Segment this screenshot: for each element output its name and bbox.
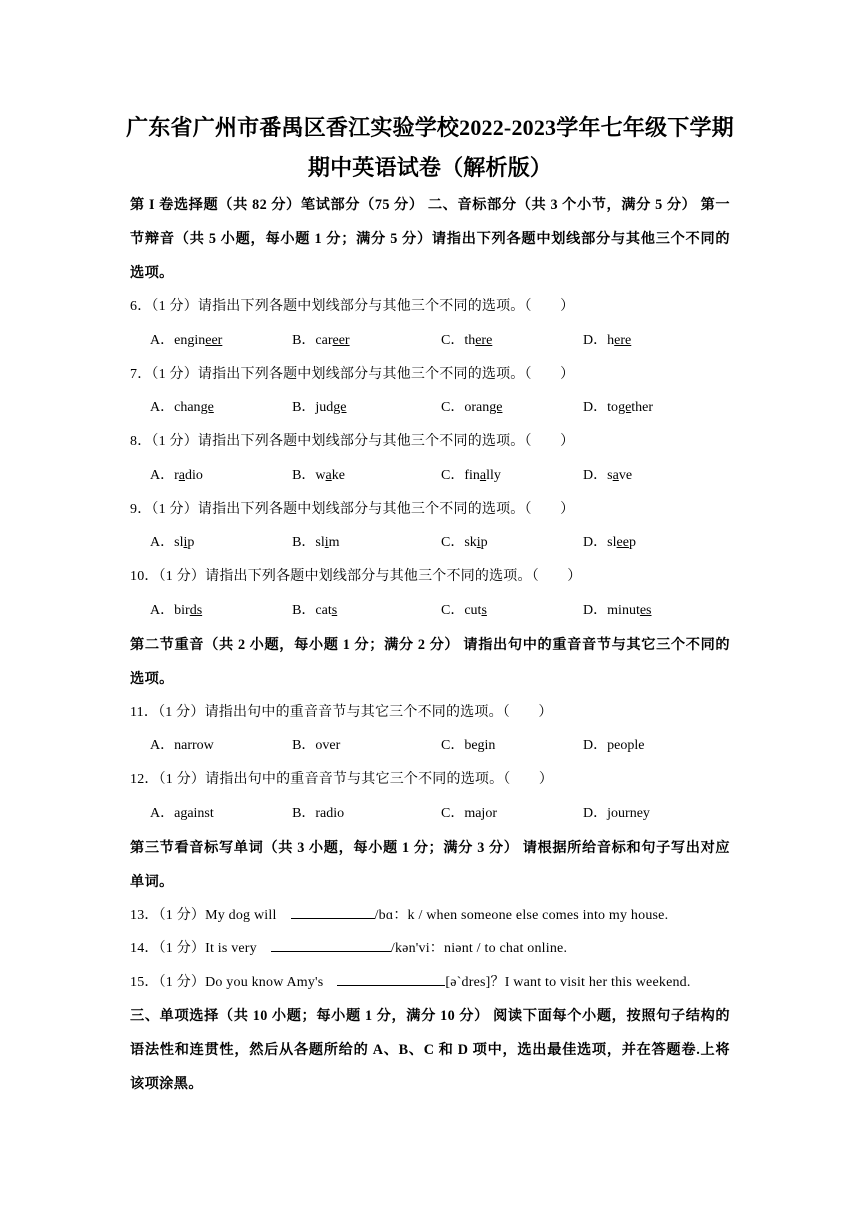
- option-label: A．: [150, 467, 175, 483]
- option: C．major: [440, 805, 497, 821]
- underlined-part: ge: [200, 400, 214, 415]
- option: [292, 391, 441, 425]
- underlined-part: s: [481, 602, 487, 618]
- option: [150, 526, 292, 560]
- option: [583, 459, 730, 493]
- question-text: /kən'vi：niənt / to chat online.: [390, 941, 568, 956]
- underlined-part: ere: [475, 332, 493, 348]
- options-row: [130, 526, 730, 560]
- option-label: D．: [583, 467, 608, 483]
- question-stem: 12．（1 分）请指出句中的重音音节与其它三个不同的选项。（ ）: [130, 772, 554, 787]
- option-text: p: [480, 535, 488, 550]
- question-stem: 11．（1 分）请指出句中的重音音节与其它三个不同的选项。（ ）: [130, 704, 553, 720]
- option-label: D．: [583, 332, 608, 348]
- options-row: [130, 797, 730, 831]
- fill-questions: [130, 899, 730, 1000]
- exam-page: [126, 108, 734, 1101]
- option-text: ther: [631, 400, 654, 415]
- fill-question: [130, 899, 730, 933]
- option-text: engin: [174, 332, 206, 348]
- option-text: sl: [174, 535, 184, 550]
- option: B．radio: [292, 805, 345, 821]
- underlined-part: a: [612, 467, 619, 483]
- option-text: p: [628, 535, 636, 550]
- underlined-part: ge: [618, 400, 632, 415]
- option-text: cut: [464, 602, 482, 618]
- option-text: th: [464, 332, 476, 348]
- option-text: jud: [315, 400, 334, 415]
- exam-title: [110, 108, 750, 188]
- underlined-part: i: [476, 535, 481, 550]
- option-label: B．: [292, 467, 316, 483]
- title-line-1: 广东省广州市番禺区香江实验学校2022-2023学年七年级下学期: [126, 115, 734, 140]
- option-label: A．: [150, 332, 175, 348]
- answer-blank: [291, 904, 375, 919]
- underlined-part: ds: [189, 602, 203, 618]
- option-label: B．: [292, 332, 316, 348]
- option-text: s: [607, 467, 613, 483]
- option-text: sl: [315, 535, 325, 550]
- option: A．against: [150, 805, 214, 821]
- underlined-part: a: [325, 467, 332, 483]
- option: [292, 526, 441, 560]
- option-text: w: [315, 467, 326, 483]
- option: A．narrow: [150, 738, 214, 753]
- title-line-2: 期中英语试卷（解析版）: [307, 155, 553, 180]
- section-heading-3: 第三节看音标写单词（共 3 小题，每小题 1 分；满分 3 分） 请根据所给音标和句子写出对应单词。: [130, 839, 730, 890]
- option-text: bir: [174, 602, 190, 618]
- option: [292, 594, 441, 628]
- option-text: dio: [185, 467, 203, 483]
- option: [583, 526, 730, 560]
- section-heading-2: 第二节重音（共 2 小题，每小题 1 分；满分 2 分） 请指出句中的重音音节与其它三个不同的选项。: [130, 636, 730, 687]
- underlined-part: es: [639, 602, 652, 618]
- option-label: C．: [440, 332, 465, 348]
- options-row: [130, 729, 730, 763]
- option: [583, 391, 730, 425]
- options-row: [130, 324, 730, 358]
- option-label: C．: [440, 400, 465, 415]
- option-text: sk: [464, 535, 477, 550]
- answer-blank: [337, 971, 445, 986]
- option: [441, 594, 583, 628]
- question-stem: 6．（1 分）请指出下列各题中划线部分与其他三个不同的选项。（ ）: [130, 299, 575, 314]
- option-text: ve: [618, 467, 633, 483]
- option-text: ke: [331, 467, 345, 483]
- option-label: B．: [292, 535, 316, 550]
- underlined-part: ge: [489, 400, 503, 415]
- option-text: h: [607, 332, 615, 348]
- option-label: C．: [440, 467, 465, 483]
- option-label: A．: [150, 535, 175, 550]
- option: [441, 459, 583, 493]
- option-text: r: [174, 467, 179, 483]
- option: [292, 459, 441, 493]
- option-text: m: [328, 535, 340, 550]
- underlined-part: eer: [205, 332, 223, 348]
- options-row: [130, 594, 730, 628]
- option: D．journey: [583, 805, 650, 821]
- option: [441, 526, 583, 560]
- underlined-part: eer: [332, 332, 350, 348]
- options-row: [130, 459, 730, 493]
- option-label: C．: [440, 602, 465, 618]
- underlined-part: s: [331, 602, 338, 618]
- option-text: chan: [174, 400, 201, 415]
- option-label: D．: [583, 535, 608, 550]
- option-text: minut: [607, 602, 640, 618]
- option: [150, 459, 292, 493]
- option: C．begin: [440, 738, 496, 753]
- option-label: A．: [150, 400, 175, 415]
- section-heading-1: 第 I 卷选择题（共 82 分）笔试部分（75 分） 二、音标部分（共 3 个小节，满分 5 分） 第一节辩音（共 5 小题，每小题 1 分；满分 5 分）请指出下列各题中划线部分与其他三个不同的选项。: [130, 197, 730, 281]
- option-label: C．: [440, 535, 465, 550]
- section-heading-4: 三、单项选择（共 10 小题；每小题 1 分，满分 10 分） 阅读下面每个小题，按照句子结构的语法性和连贯性，然后从各题所给的 A、B、C 和 D 项中，选出最佳选项，并在答题卷.上将该项涂黑。: [130, 1008, 730, 1092]
- underlined-part: ge: [333, 400, 347, 415]
- answer-blank: [271, 937, 391, 952]
- option: [150, 391, 292, 425]
- question-stem: 7．（1 分）请指出下列各题中划线部分与其他三个不同的选项。（ ）: [130, 366, 575, 382]
- option-text: cat: [315, 602, 332, 618]
- question-text: /bɑ：k / when someone else comes into my house.: [374, 907, 669, 923]
- option: [583, 594, 730, 628]
- option: [441, 324, 583, 358]
- option: [150, 594, 292, 628]
- option: [583, 324, 730, 358]
- underlined-part: i: [183, 535, 188, 550]
- question-stem: 9．（1 分）请指出下列各题中划线部分与其他三个不同的选项。（ ）: [130, 501, 575, 517]
- option-label: B．: [292, 602, 316, 618]
- option: [150, 324, 292, 358]
- fill-question: [130, 966, 730, 1000]
- option: [292, 324, 441, 358]
- question-text: 13．（1 分）My dog will: [130, 907, 277, 923]
- question-text: 15．（1 分）Do you know Amy's: [130, 974, 324, 990]
- underlined-part: a: [479, 467, 487, 483]
- underlined-part: i: [324, 535, 329, 550]
- option-text: lly: [486, 467, 501, 483]
- options-row: [130, 391, 730, 425]
- option-text: sl: [607, 535, 617, 550]
- option-text: to: [607, 400, 619, 415]
- option-text: car: [315, 332, 333, 348]
- question-text: [ə`dres]？I want to visit her this weekend.: [445, 974, 691, 990]
- question-text: 14．（1 分）It is very: [130, 941, 257, 956]
- phonetic-questions: [130, 290, 730, 628]
- option-text: oran: [464, 400, 490, 415]
- stress-questions: [130, 696, 730, 831]
- option-text: fin: [464, 467, 480, 483]
- fill-question: [130, 932, 730, 966]
- option-label: B．: [292, 400, 316, 415]
- underlined-part: ere: [614, 332, 632, 348]
- option: [441, 391, 583, 425]
- underlined-part: ee: [616, 535, 629, 550]
- option-text: p: [187, 535, 195, 550]
- option: D．people: [583, 738, 645, 753]
- underlined-part: a: [178, 467, 186, 483]
- option-label: A．: [150, 602, 175, 618]
- option-label: D．: [583, 602, 608, 618]
- option: B．over: [292, 738, 341, 753]
- question-stem: 8．（1 分）请指出下列各题中划线部分与其他三个不同的选项。（ ）: [130, 434, 575, 449]
- option-label: D．: [583, 400, 608, 415]
- question-stem: 10．（1 分）请指出下列各题中划线部分与其他三个不同的选项。（ ）: [130, 569, 582, 584]
